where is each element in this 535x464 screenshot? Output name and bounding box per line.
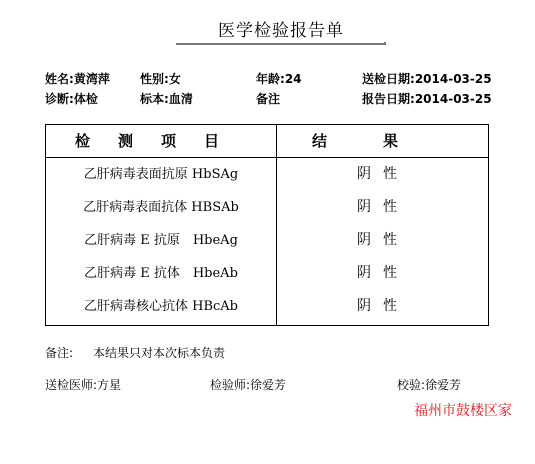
test-result: 阴性: [357, 199, 409, 215]
checker-field: [397, 376, 461, 393]
table-row: [46, 191, 490, 224]
footer-note-label: 备注:: [45, 346, 74, 360]
patient-age-label: 年龄:: [256, 72, 285, 86]
patient-gender-label: 性别:: [140, 72, 169, 86]
note-field: [256, 90, 280, 107]
test-result: 阴性: [357, 166, 409, 182]
table-row: [46, 158, 490, 191]
patient-name-field: [45, 70, 110, 87]
specimen-field: [140, 90, 193, 107]
report-date: 2014-03-25: [414, 92, 492, 106]
clinic-stamp-text: 福州市鼓楼区家: [414, 403, 512, 419]
submit-date-field: [362, 70, 492, 87]
diagnosis-field: [45, 90, 98, 107]
patient-gender: 女: [168, 72, 181, 86]
report-date-label: 报告日期:: [362, 92, 415, 106]
footer-note: [45, 344, 225, 361]
test-item: 乙肝病毒核心抗体 HBcAb: [83, 299, 238, 314]
checker-label: 校验:: [397, 378, 426, 392]
specimen: 血清: [168, 92, 193, 106]
table-row: [46, 290, 490, 323]
title-underline: [176, 42, 386, 45]
specimen-label: 标本:: [140, 92, 169, 106]
test-result: 阴性: [357, 232, 409, 248]
submit-date-label: 送检日期:: [362, 72, 415, 86]
test-item: 乙肝病毒 E 抗原 HbeAg: [84, 233, 238, 248]
checker: 徐爱芳: [425, 378, 462, 392]
doctor-label: 送检医师:: [45, 378, 98, 392]
test-item: 乙肝病毒 E 抗体 HbeAb: [84, 266, 238, 281]
header-test-item: 检测项目: [74, 132, 247, 150]
examiner: 徐爱芳: [250, 378, 287, 392]
test-result: 阴性: [357, 298, 409, 314]
examiner-field: [210, 376, 286, 393]
test-item: 乙肝病毒表面抗原 HbSAg: [83, 167, 239, 182]
report-title: 医学检验报告单: [218, 21, 344, 41]
patient-name-label: 姓名:: [45, 72, 74, 86]
doctor: 方星: [97, 378, 122, 392]
diagnosis-label: 诊断:: [45, 92, 74, 106]
diagnosis: 体检: [73, 92, 98, 106]
test-result: 阴性: [357, 265, 409, 281]
doctor-field: [45, 376, 121, 393]
header-result: 结果: [311, 132, 454, 150]
results-table: [45, 124, 489, 326]
note-label: 备注: [256, 92, 281, 106]
patient-age-field: [256, 70, 302, 87]
patient-name: 黄湾萍: [73, 72, 110, 86]
examiner-label: 检验师:: [210, 378, 251, 392]
footer-note-text: 本结果只对本次标本负责: [93, 346, 226, 360]
patient-age: 24: [284, 72, 302, 86]
table-row: [46, 224, 490, 257]
submit-date: 2014-03-25: [414, 72, 492, 86]
table-row: [46, 257, 490, 290]
report-date-field: [362, 90, 492, 107]
test-item: 乙肝病毒表面抗体 HBSAb: [83, 200, 239, 215]
patient-gender-field: [140, 70, 181, 87]
